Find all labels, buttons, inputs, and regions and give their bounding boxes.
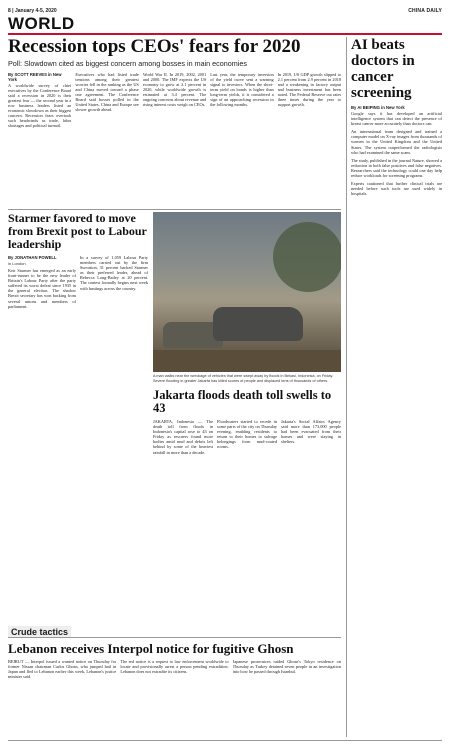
jakarta-story [153, 389, 341, 499]
starmer-byline: By JONATHAN POWELL [8, 255, 57, 260]
jakarta-col-2: Floodwaters started to recede in some parts of the city on Thursday evening, enabling residents to return to their homes to salvage belongings from mud-coated rooms. [217, 419, 277, 450]
ghosn-col-3: Japanese prosecutors raided Ghosn's Tokyo residence on Thursday as Turkey detained seven people in an investigation into how he passed through Istanbul. [232, 659, 341, 675]
divider [8, 209, 341, 210]
lead-col-4: Last year, the temporary inversion of the yield curve sent a warning signal to investors. When the short-term yield on bonds is higher than long-term yields, it is considered a sign of an approaching recession in the following months. [210, 71, 274, 108]
starmer-col-1: Keir Starmer has emerged as an early front-runner to be the new leader of Britain's Labour Party after the party suffered its worst defeat since 1935 in the general election. The shadow Brexit secretary has won backing from several unions and members of parliament. [8, 268, 76, 309]
ai-headline[interactable]: AI beats doctors in cancer screening [351, 37, 415, 101]
lead-col-2: Executives who had listed trade tensions among their greatest worries fell in the ranking as the US and China moved toward a phase one agreement. The Conference Board said bosses polled in the United States, China and Europe see slower growth ahead. [75, 71, 139, 113]
starmer-dateline: in London [8, 261, 26, 266]
starmer-col-2: In a survey of 1,059 Labour Party members carried out by the firm Survation, 31 percent backed Starmer as their preferred leader, ahead of Rebecca Long-Bailey at 20 percent. The contest formally begins next week with hustings across the country. [80, 255, 148, 291]
section-rule [8, 33, 442, 35]
photo-tree [273, 222, 341, 292]
lead-col-5: In 2019, US GDP growth slipped to 2.1 percent from 2.9 percent in 2018 and a weakening in factory output and business investment has been noted. The Federal Reserve cut rates three times during the year to support growth. [277, 71, 342, 108]
photo-car [213, 307, 303, 341]
jakarta-headline[interactable]: Jakarta floods death toll swells to 43 [153, 388, 332, 415]
photo-debris [153, 350, 341, 372]
ai-paragraph: An international team designed and trained a computer model on X-ray images from thousands of women in the United Kingdom and the United States. The system outperformed the radiologists who had examined the same scans. [351, 129, 442, 155]
ai-byline: By AI BEIPING in New York [351, 105, 405, 110]
ghosn-headline[interactable]: Lebanon receives Interpol notice for fugitive Ghosn [8, 641, 294, 656]
starmer-headline[interactable]: Starmer favored to move from Brexit post to Labour leadership [8, 211, 147, 251]
lead-headline[interactable]: Recession tops CEOs' fears for 2020 [8, 36, 301, 57]
sidebar-column [346, 37, 442, 737]
flood-photo [153, 212, 341, 372]
lead-columns [8, 72, 341, 129]
lead-col-3: World War II. In 2019, 2002, 2001 and 2000. The IMF expects the US economy to grow at 2.1 percent in 2020, while worldwide growth is estimated at 3.4 percent. The ongoing concerns about revenue and rising interest costs weigh on CEOs. [142, 71, 207, 108]
main-column [8, 37, 341, 737]
crude-tactics-box [8, 622, 148, 642]
lead-story [8, 37, 341, 209]
jakarta-col-3: Jakarta's Social Affairs Agency said more than 173,000 people had been evacuated from their homes and were staying in shelters. [281, 419, 341, 445]
section-title: WORLD [8, 14, 75, 33]
starmer-story [8, 212, 148, 434]
lead-byline: By SCOTT REEVES in New York [8, 71, 62, 82]
ai-paragraph: Google says it has developed an artificial intelligence system that can detect the presence of breast cancer more accurately than doctors can. [351, 111, 442, 127]
ai-paragraph: Experts cautioned that further clinical trials are needed before such tools are used widely in hospitals. [351, 181, 442, 197]
ghosn-col-1: BEIRUT — Interpol issued a wanted notice on Thursday for former Nissan chairman Carlos Ghosn, who jumped bail in Japan and fled to Lebanon earlier this week, Lebanon's justice minister said. [8, 659, 117, 680]
photo-caption: A man walks near the wreckage of vehicles that were swept away by floods in Bekasi, Indonesia, on Friday. Severe flooding in greater Jakarta has killed scores of people and displaced tens of thousands of others. [153, 374, 334, 383]
crude-label: Crude tactics [8, 626, 71, 638]
jakarta-col-1: JAKARTA, Indonesia — The death toll from floods in Indonesia's capital rose to 43 on Friday as rescuers found more bodies amid mud and debris left behind by some of the heaviest rainfall in more than a decade. [153, 419, 213, 455]
ghosn-story [8, 642, 341, 737]
ai-paragraph: The study, published in the journal Nature, showed a reduction in both false positives and false negatives. Researchers said the technology could one day help reduce workloads for screening programs. [351, 157, 442, 179]
masthead: CHINA DAILY [408, 8, 442, 14]
page-folio: 8 | January 4-5, 2020 [8, 8, 57, 14]
footer-rule [8, 740, 442, 741]
divider [8, 637, 341, 638]
lead-col-1: A worldwide survey of chief executives by the Conference Board said a recession in 2020 is their greatest fear — the second year in a row business leaders listed an economic slowdown as their biggest concern. Recession fears overtook such headwinds as trade, labor shortages and political turmoil. [8, 82, 72, 129]
ghosn-col-2: The red notice is a request to law enforcement worldwide to locate and provisionally arrest a person pending extradition. Lebanon does not extradite its citizens. [120, 659, 229, 675]
lead-deck: Poll: Slowdown cited as biggest concern among bosses in main economies [8, 59, 247, 68]
